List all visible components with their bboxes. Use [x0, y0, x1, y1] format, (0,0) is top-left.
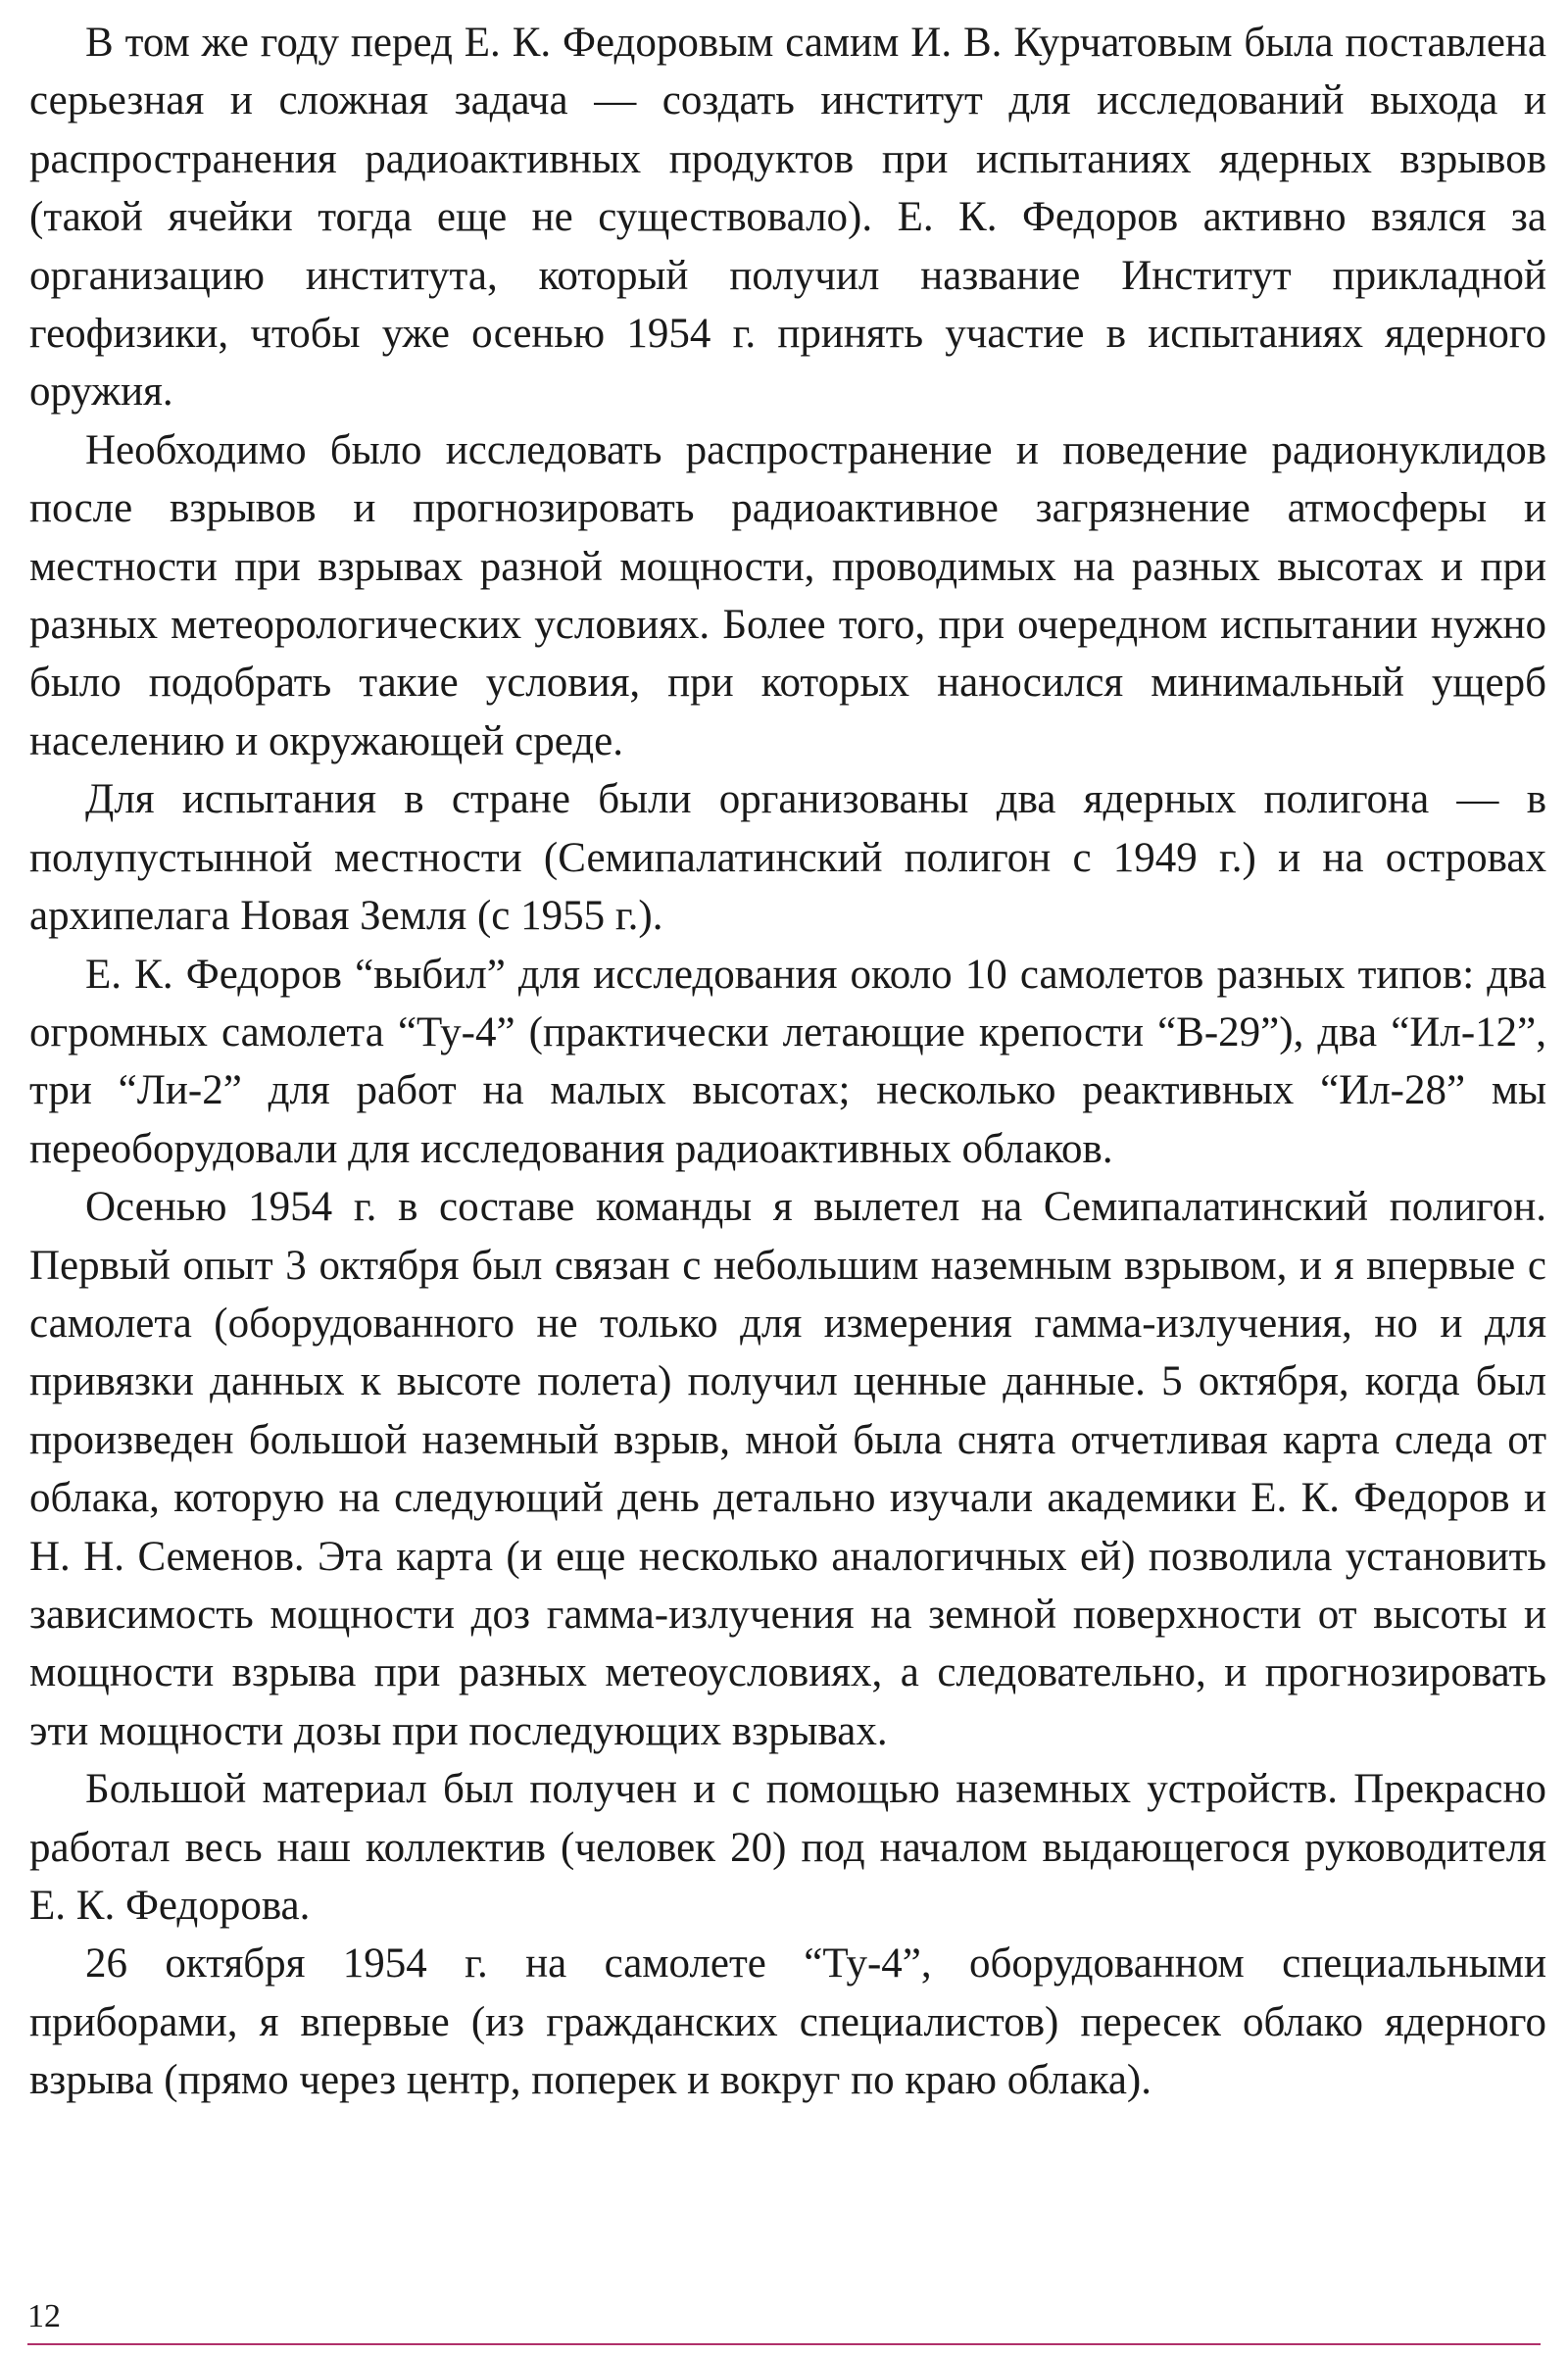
paragraph: Для испытания в стране были организованы два ядерных полигона — в полупустынной местности (Семипалатинский полигон с 1949 г.) и на островах архипелага Новая Земля (с 1955 г.). — [29, 776, 1546, 940]
page-number: 12 — [27, 2298, 61, 2334]
paragraph: 26 октября 1954 г. на самолете “Ту-4”, оборудованном специальными приборами, я впервые (из гражданских специалистов) пересек облако ядерного взрыва (прямо через центр, поперек и вокруг по краю облака). — [29, 1940, 1546, 2104]
paragraph: Е. К. Федоров “выбил” для исследования около 10 самолетов разных типов: два огромных самолета “Ту-4” (практически летающие крепости “В-29”), два “Ил-12”, три “Ли-2” для работ на малых высотах; несколько реактивных “Ил-28” мы переоборудовали для исследования радиоактивных облаков. — [29, 951, 1546, 1172]
footer-rule — [27, 2343, 1541, 2345]
page-footer — [27, 2297, 1541, 2346]
paragraph: Осенью 1954 г. в составе команды я вылетел на Семипалатинский полигон. Первый опыт 3 октября был связан с небольшим наземным взрывом, и я впервые с самолета (оборудованного не только для измерения гамма-излучения, но и для привязки данных к высоте полета) получил ценные данные. 5 октября, когда был произведен большой наземный взрыв, мной была снята отчетливая карта следа от облака, которую на следующий день детально изучали академики Е. К. Федоров и Н. Н. Семенов. Эта карта (и еще несколько аналогичных ей) позволила установить зависимость мощности доз гамма-излучения на земной поверхности от высоты и мощности взрыва при разных метеоусловиях, а следовательно, и прогнозировать эти мощности дозы при последующих взрывах. — [29, 1184, 1546, 1754]
paragraph: В том же году перед Е. К. Федоровым самим И. В. Курчатовым была поставлена серьезная и сложная задача — создать институт для исследований выхода и распространения радиоактивных продуктов при испытаниях ядерных взрывов (такой ячейки тогда еще не существовало). Е. К. Федоров активно взялся за организацию института, который получил название Институт прикладной геофизики, чтобы уже осенью 1954 г. принять участие в испытаниях ядерного оружия. — [29, 20, 1546, 416]
paragraph: Большой материал был получен и с помощью наземных устройств. Прекрасно работал весь наш коллектив (человек 20) под началом выдающегося руководителя Е. К. Федорова. — [29, 1766, 1546, 1929]
paragraph: Необходимо было исследовать распространение и поведение радионуклидов после взрывов и прогнозировать радиоактивное загрязнение атмосферы и местности при взрывах разной мощности, проводимых на разных высотах и при разных метеорологических условиях. Более того, при очередном испытании нужно было подобрать такие условия, при которых наносился минимальный ущерб населению и окружающей среде. — [29, 426, 1546, 764]
page-body — [29, 14, 1546, 2110]
